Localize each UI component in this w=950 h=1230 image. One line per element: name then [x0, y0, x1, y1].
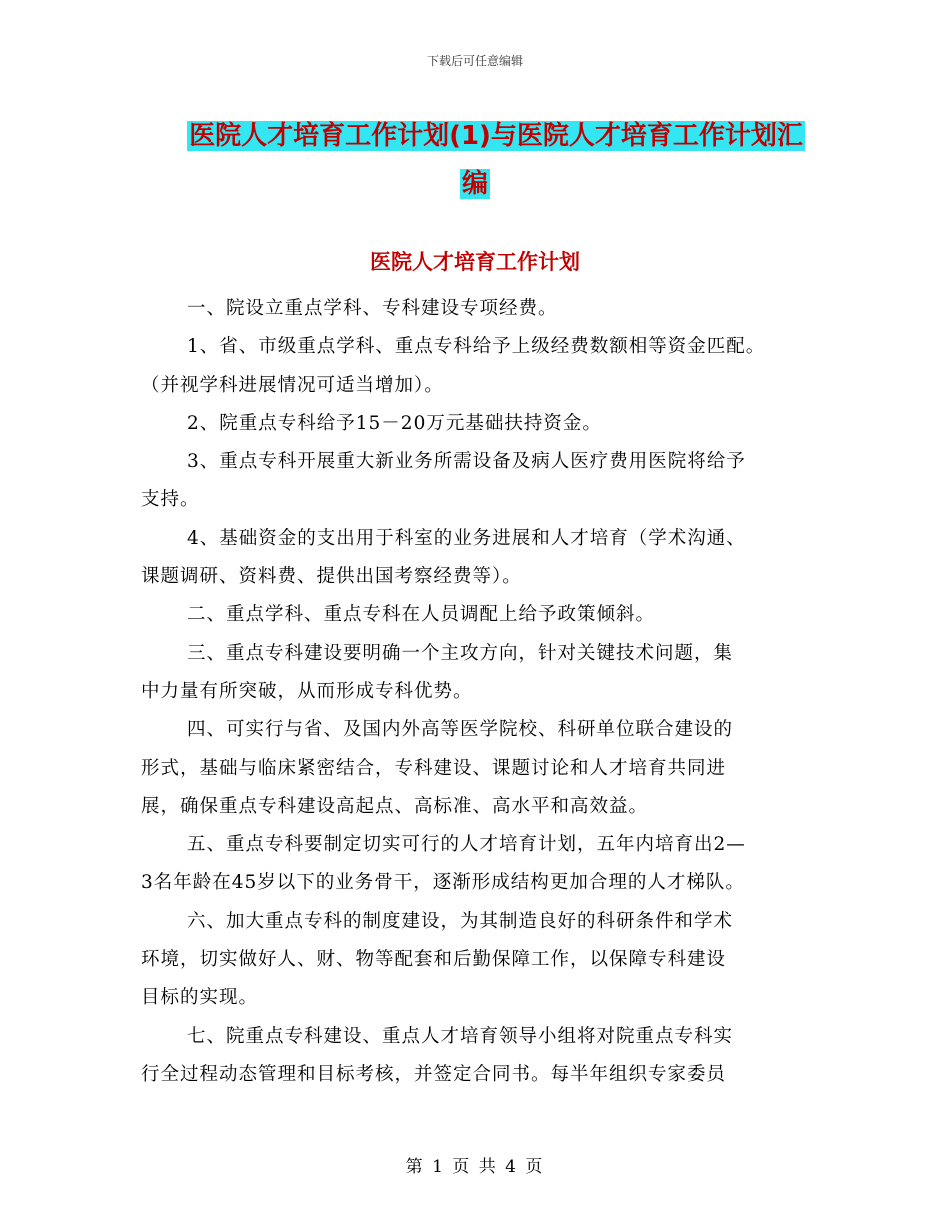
body-line: 3名年龄在45岁以下的业务骨干，逐渐形成结构更加合理的人才梯队。 [141, 872, 745, 894]
body-line: 展，确保重点专科建设高起点、高标准、高水平和高效益。 [141, 795, 649, 817]
body-line: 目标的实现。 [141, 987, 259, 1009]
body-line: 七、院重点专科建设、重点人才培育领导小组将对院重点专科实 [187, 1025, 734, 1047]
body-line: 2、院重点专科给予15－20万元基础扶持资金。 [187, 412, 602, 434]
section-title: 医院人才培育工作计划 [370, 250, 580, 274]
body-line: 五、重点专科要制定切实可行的人才培育计划，五年内培育出2— [187, 834, 746, 856]
body-line: （并视学科进展情况可适当增加）。 [141, 374, 444, 396]
body-line: 3、重点专科开展重大新业务所需设备及病人医疗费用医院将给予 [187, 451, 746, 473]
body-line: 二、重点学科、重点专科在人员调配上给予政策倾斜。 [187, 604, 656, 626]
document-title [0, 112, 950, 208]
header-note: 下载后可任意编辑 [426, 54, 523, 68]
body-line: 形式，基础与临床紧密结合，专科建设、课题讨论和人才培育共同进 [141, 757, 727, 779]
body-line: 行全过程动态管理和目标考核，并签定合同书。每半年组织专家委员 [141, 1063, 727, 1085]
body-line: 支持。 [141, 489, 200, 511]
body-line: 环境，切实做好人、财、物等配套和后勤保障工作，以保障专科建设 [141, 949, 727, 971]
body-line: 4、基础资金的支出用于科室的业务进展和人才培育（学术沟通、 [187, 527, 746, 549]
body-line: 一、院设立重点学科、专科建设专项经费。 [187, 298, 558, 319]
body-line: 中力量有所突破，从而形成专科优势。 [141, 680, 473, 702]
body-line: 三、重点专科建设要明确一个主攻方向，针对关键技术问题，集 [187, 642, 734, 664]
body-line: 课题调研、资料费、提供出国考察经费等）。 [141, 566, 522, 588]
body-line: 1、省、市级重点学科、重点专科给予上级经费数额相等资金匹配。 [187, 336, 766, 358]
body-line: 四、可实行与省、及国内外高等医学院校、科研单位联合建设的 [187, 719, 734, 741]
body-text [141, 290, 813, 1094]
body-line: 六、加大重点专科的制度建设，为其制造良好的科研条件和学术 [187, 910, 734, 932]
page-footer: 第 1 页 共 4 页 [405, 1157, 545, 1177]
title-line-2: 编 [461, 169, 488, 199]
title-line-1: 医院人才培育工作计划(1)与医院人才培育工作计划汇 [189, 121, 803, 151]
